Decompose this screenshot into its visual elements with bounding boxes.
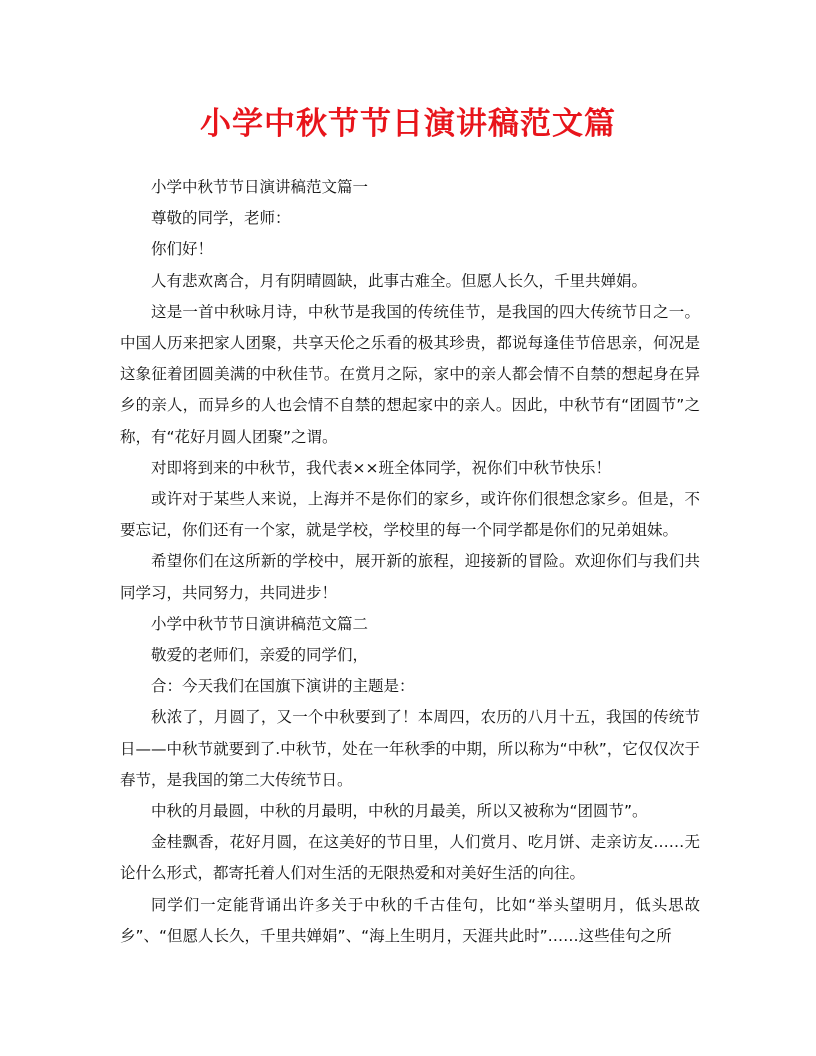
paragraph: 对即将到来的中秋节，我代表××班全体同学，祝你们中秋节快乐！ xyxy=(151,458,611,477)
paragraph: 金桂飘香，花好月圆，在这美好的节日里，人们赏月、吃月饼、走亲访友……无论什么形式，都寄托着人们对生活的无限热爱和对美好生活的向往。 xyxy=(120,833,700,883)
paragraph: 同学们一定能背诵出许多关于中秋的千古佳句，比如“举头望明月，低头思故乡”、“但愿人长久，千里共婵娟”、“海上生明月，天涯共此时”……这些佳句之所 xyxy=(120,895,700,945)
paragraph: 中秋的月最圆，中秋的月最明，中秋的月最美，所以又被称为“团圆节”。 xyxy=(151,802,648,821)
paragraph: 秋浓了，月圆了，又一个中秋要到了！本周四，农历的八月十五，我国的传统节日——中秋节就要到了.中秋节，处在一年秋季的中期，所以称为“中秋”，它仅仅次于春节，是我国的第二大传统节日。 xyxy=(120,708,700,789)
paragraph: 或许对于某些人来说，上海并不是你们的家乡，或许你们很想念家乡。但是，不要忘记，你们还有一个家，就是学校，学校里的每一个同学都是你们的兄弟姐妹。 xyxy=(120,490,700,540)
paragraph: 这是一首中秋咏月诗，中秋节是我国的传统佳节，是我国的四大传统节日之一。中国人历来把家人团聚，共享天伦之乐看的极其珍贵，都说每逢佳节倍思亲，何况是这象征着团圆美满的中秋佳节。在赏月之际，家中的亲人都会情不自禁的想起身在异乡的亲人，而异乡的人也会情不自禁的想起家中的亲人。因此，中秋节有“团圆节”之称，有“花好月圆人团聚”之谓。 xyxy=(120,302,700,446)
paragraph-section-heading-1: 小学中秋节节日演讲稿范文篇一 xyxy=(151,178,369,196)
paragraph-section-heading-2: 小学中秋节节日演讲稿范文篇二 xyxy=(151,614,369,633)
paragraph: 人有悲欢离合，月有阴晴圆缺，此事古难全。但愿人长久，千里共婵娟。 xyxy=(151,271,648,290)
paragraph-greeting: 你们好！ xyxy=(151,240,214,259)
paragraph-salutation-2: 敬爱的老师们，亲爱的同学们， xyxy=(151,646,369,665)
paragraph: 合：今天我们在国旗下演讲的主题是： xyxy=(151,677,415,696)
document-title: 小学中秋节节日演讲稿范文篇 xyxy=(200,106,616,142)
document-body xyxy=(120,172,700,952)
paragraph: 希望你们在这所新的学校中，展开新的旅程，迎接新的冒险。欢迎你们与我们共同学习，共同努力，共同进步！ xyxy=(120,552,700,602)
paragraph-salutation-1: 尊敬的同学，老师： xyxy=(151,209,291,228)
